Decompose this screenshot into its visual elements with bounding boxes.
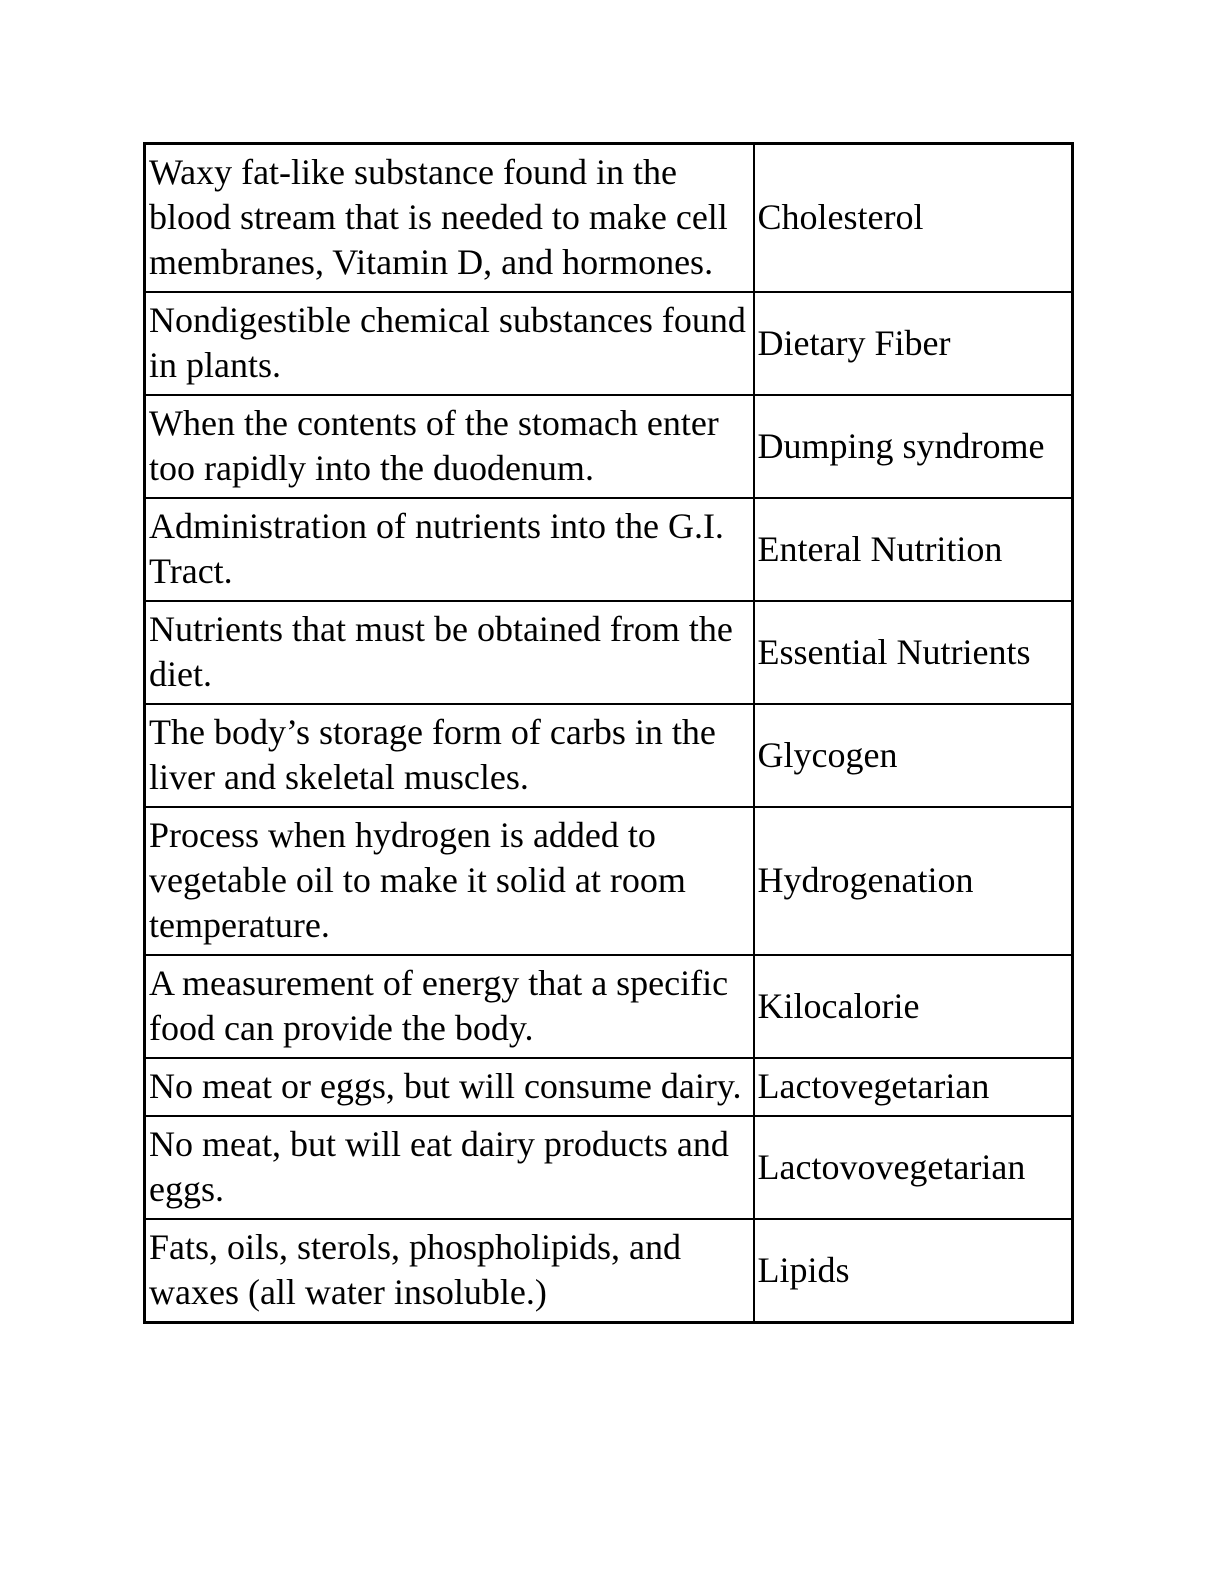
definition-cell: Administration of nutrients into the G.I. Tract.: [145, 498, 754, 601]
table-row: [145, 144, 1073, 293]
term-cell: Dumping syndrome: [754, 395, 1073, 498]
term-cell: Cholesterol: [754, 144, 1073, 293]
definition-cell: Waxy fat-like substance found in the blood stream that is needed to make cell membranes, Vitamin D, and hormones.: [145, 144, 754, 293]
definition-cell: No meat or eggs, but will consume dairy.: [145, 1058, 754, 1116]
term-cell: Lipids: [754, 1219, 1073, 1323]
glossary-table: [143, 142, 1074, 1324]
definition-cell: A measurement of energy that a specific food can provide the body.: [145, 955, 754, 1058]
definition-cell: Nutrients that must be obtained from the diet.: [145, 601, 754, 704]
term-cell: Hydrogenation: [754, 807, 1073, 955]
table-row: [145, 395, 1073, 498]
table-row: [145, 704, 1073, 807]
term-cell: Lactovegetarian: [754, 1058, 1073, 1116]
definition-cell: No meat, but will eat dairy products and eggs.: [145, 1116, 754, 1219]
definition-cell: Process when hydrogen is added to vegetable oil to make it solid at room temperature.: [145, 807, 754, 955]
table-row: [145, 807, 1073, 955]
definition-cell: Nondigestible chemical substances found in plants.: [145, 292, 754, 395]
table-row: [145, 1058, 1073, 1116]
term-cell: Glycogen: [754, 704, 1073, 807]
definition-cell: Fats, oils, sterols, phospholipids, and waxes (all water insoluble.): [145, 1219, 754, 1323]
term-cell: Dietary Fiber: [754, 292, 1073, 395]
table-row: [145, 601, 1073, 704]
table-row: [145, 955, 1073, 1058]
term-cell: Essential Nutrients: [754, 601, 1073, 704]
table-row: [145, 292, 1073, 395]
definition-cell: The body’s storage form of carbs in the liver and skeletal muscles.: [145, 704, 754, 807]
table-row: [145, 1219, 1073, 1323]
term-cell: Kilocalorie: [754, 955, 1073, 1058]
table-row: [145, 1116, 1073, 1219]
term-cell: Enteral Nutrition: [754, 498, 1073, 601]
table-row: [145, 498, 1073, 601]
definition-cell: When the contents of the stomach enter too rapidly into the duodenum.: [145, 395, 754, 498]
term-cell: Lactovovegetarian: [754, 1116, 1073, 1219]
